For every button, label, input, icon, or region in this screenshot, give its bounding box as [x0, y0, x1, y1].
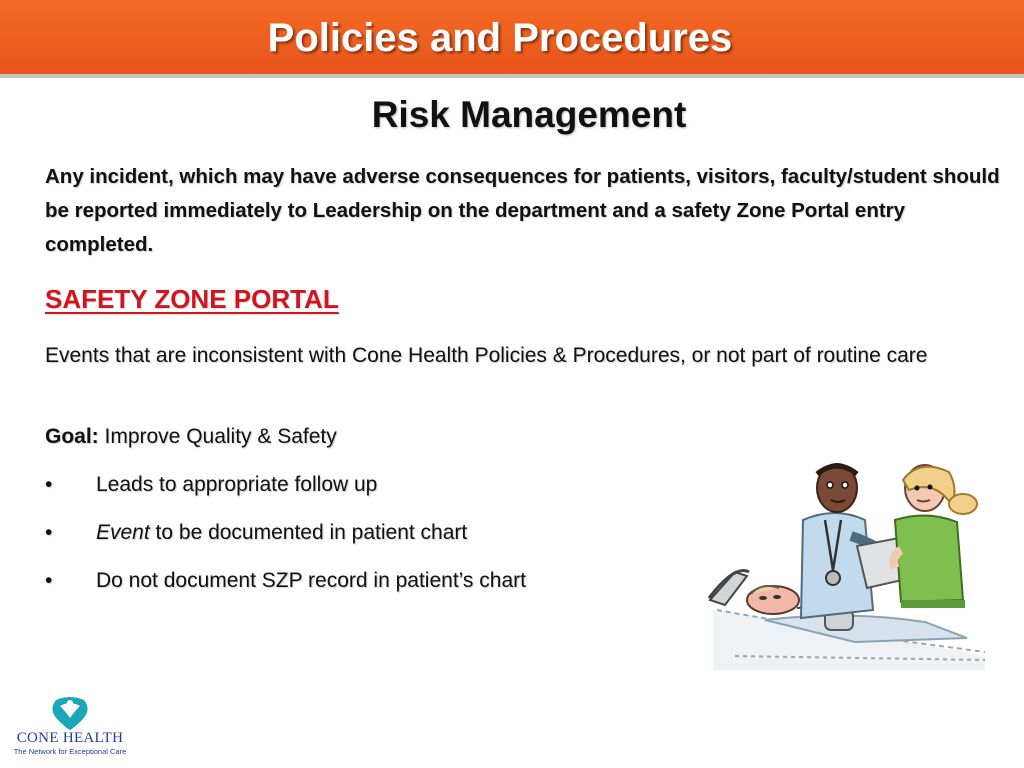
bullet-marker: • — [45, 473, 53, 496]
bullet-text: Do not document SZP record in patient’s chart — [96, 569, 526, 592]
section-heading: SAFETY ZONE PORTAL — [45, 284, 339, 314]
bullet-text: Leads to appropriate follow up — [96, 473, 378, 496]
medical-staff-illustration — [705, 460, 990, 670]
events-paragraph: Events that are inconsistent with Cone Health Policies & Procedures, or not part of routine care — [45, 344, 928, 367]
bullet-text-rest: to be documented in patient chart — [149, 521, 468, 544]
slide-subtitle: Risk Management — [371, 94, 687, 135]
cone-health-emblem-icon — [4, 696, 136, 730]
bullet-marker: • — [45, 521, 53, 544]
intro-paragraph: Any incident, which may have adverse consequences for patients, visitors, faculty/student should be reported immediately to Leadership on the department and a safety Zone Portal entry completed. — [45, 165, 1000, 256]
medical-staff-patient-icon — [705, 460, 990, 670]
logo-name: CONE HEALTH — [16, 730, 124, 746]
logo-tagline: The Network for Exceptional Care — [13, 747, 127, 756]
goal-text: Improve Quality & Safety — [98, 425, 337, 448]
bullet-marker: • — [45, 569, 53, 592]
bullet-emphasis: Event — [96, 521, 150, 544]
title-banner — [0, 0, 1024, 78]
cone-health-logo — [4, 696, 136, 762]
goal-line — [45, 420, 1005, 454]
slide-title: Policies and Procedures — [267, 16, 733, 60]
goal-label: Goal: — [45, 425, 99, 448]
bullet-text — [96, 516, 467, 550]
